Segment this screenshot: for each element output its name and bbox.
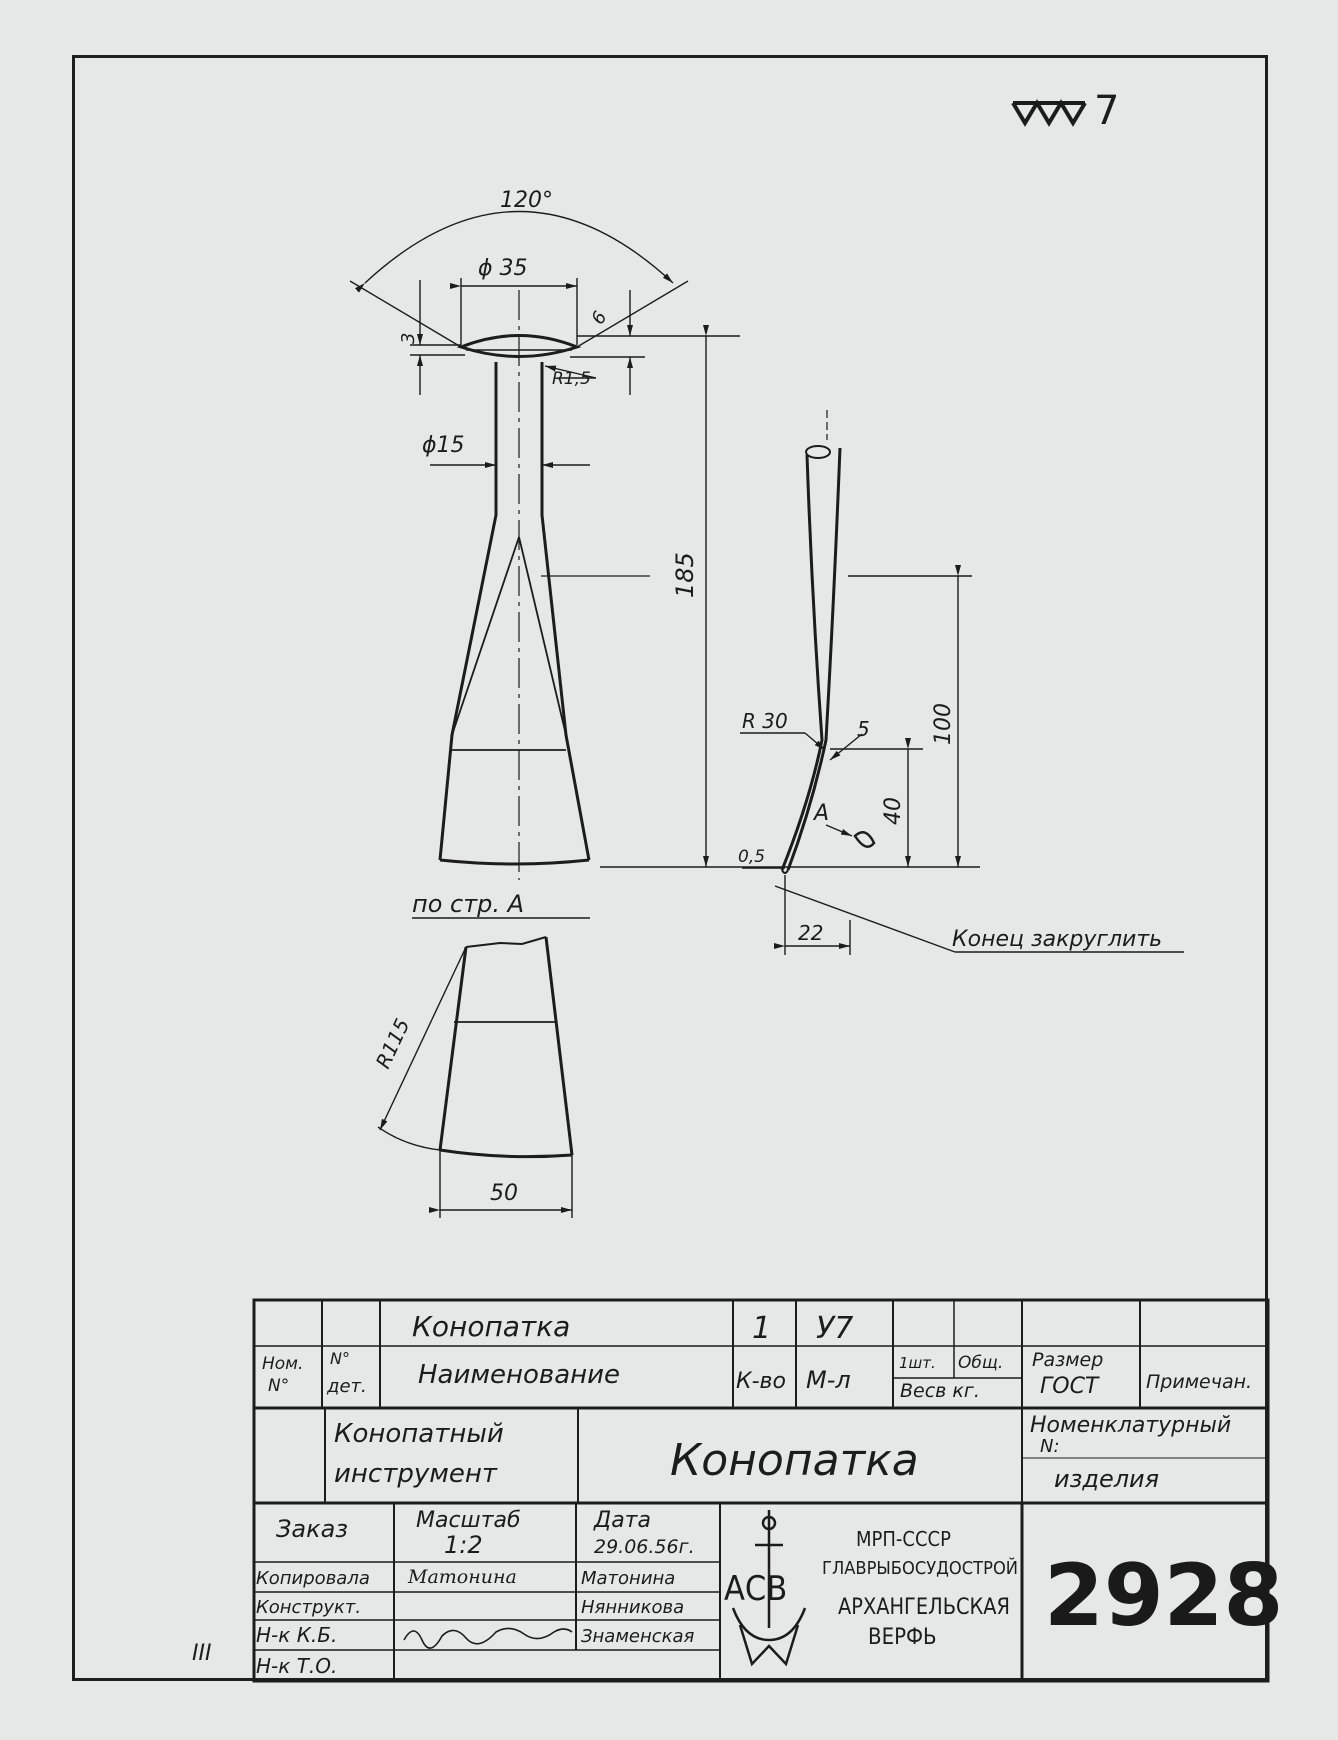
header-name: Наименование xyxy=(418,1360,621,1390)
header-weight-total: Общ. xyxy=(958,1353,1004,1373)
header-qty: К-во xyxy=(736,1369,786,1394)
dim-tip: 0,5 xyxy=(738,847,766,867)
name-copied: Матонина xyxy=(581,1568,676,1589)
section-dimensions xyxy=(378,947,572,1218)
header-nom: Ном. xyxy=(262,1354,304,1374)
part-name: Конопатка xyxy=(412,1310,571,1343)
dim-offset-22: 22 xyxy=(798,921,824,945)
side-view-dimensions xyxy=(740,576,1184,955)
role-head-to: Н-к Т.О. xyxy=(256,1654,338,1678)
dim-neck-radius: R1,5 xyxy=(552,369,591,389)
dim-shaft-diameter: ϕ15 xyxy=(422,433,465,458)
org-shipyard: ВЕРФЬ xyxy=(868,1625,937,1650)
dim-head-diameter: ϕ 35 xyxy=(478,256,528,281)
label-date: Дата xyxy=(594,1508,651,1533)
part-material: У7 xyxy=(816,1311,854,1346)
signature-copied: Матонина xyxy=(408,1566,517,1588)
role-copied: Копировала xyxy=(256,1568,370,1589)
role-head-kb: Н-к К.Б. xyxy=(256,1623,338,1647)
org-region: АРХАНГЕЛЬСКАЯ xyxy=(838,1595,1010,1620)
nomenclature-3: изделия xyxy=(1054,1465,1160,1493)
org-ministry: МРП-СССР xyxy=(856,1527,951,1551)
main-view-dimensions xyxy=(350,212,980,868)
logo-letters: АСВ xyxy=(724,1569,788,1609)
surface-finish-mark xyxy=(1013,103,1085,123)
document-number: 2928 xyxy=(1044,1546,1284,1646)
date-value: 29.06.56г. xyxy=(594,1536,695,1558)
dim-width-50: 50 xyxy=(490,1181,518,1206)
dim-angle: 120° xyxy=(500,188,553,213)
section-label: по стр. А xyxy=(412,890,525,918)
header-gost: ГОСТ xyxy=(1040,1374,1099,1399)
signature-head-kb xyxy=(404,1628,572,1648)
nomenclature-2: N: xyxy=(1040,1436,1060,1457)
name-head-kb: Знаменская xyxy=(581,1626,695,1647)
header-weight-1: 1шт. xyxy=(899,1354,936,1372)
dim-blade-radius: R115 xyxy=(370,1014,415,1073)
role-designer: Конструкт. xyxy=(256,1597,362,1618)
surface-finish-value: 7 xyxy=(1094,88,1120,134)
view-marker-a: A xyxy=(814,801,830,826)
label-scale: Масштаб xyxy=(416,1508,521,1533)
header-material: М-л xyxy=(806,1366,851,1394)
drawing-title: Конопатка xyxy=(670,1435,919,1486)
dim-bend-5: 5 xyxy=(857,717,870,741)
main-view xyxy=(440,290,650,880)
name-designer: Нянникова xyxy=(581,1597,685,1618)
part-qty: 1 xyxy=(752,1311,772,1346)
nomenclature-1: Номенклатурный xyxy=(1030,1413,1232,1438)
group-line-2: инструмент xyxy=(334,1459,497,1489)
dim-40: 40 xyxy=(881,797,906,825)
header-size: Размер xyxy=(1032,1349,1104,1371)
header-nom-no: N° xyxy=(268,1376,290,1396)
group-line-1: Конопатный xyxy=(334,1419,504,1449)
org-department: ГЛАВРЫБОСУДОСТРОЙ xyxy=(822,1558,1017,1579)
header-det-no: N° xyxy=(330,1349,350,1368)
dim-head-height: 3 xyxy=(398,332,419,344)
header-note: Примечан. xyxy=(1146,1371,1253,1393)
section-view xyxy=(440,937,572,1157)
dim-100: 100 xyxy=(931,703,956,745)
scale-value: 1:2 xyxy=(444,1531,483,1559)
header-weight: Весв кг. xyxy=(900,1380,980,1402)
dim-head-chamfer: 6 xyxy=(587,307,612,329)
margin-note: III xyxy=(192,1641,212,1666)
label-order: Заказ xyxy=(276,1515,349,1543)
header-det: дет. xyxy=(327,1376,367,1397)
dim-bend-radius: R 30 xyxy=(742,709,788,733)
dim-length: 185 xyxy=(671,552,699,598)
note-round-end: Конец закруглить xyxy=(952,927,1163,952)
